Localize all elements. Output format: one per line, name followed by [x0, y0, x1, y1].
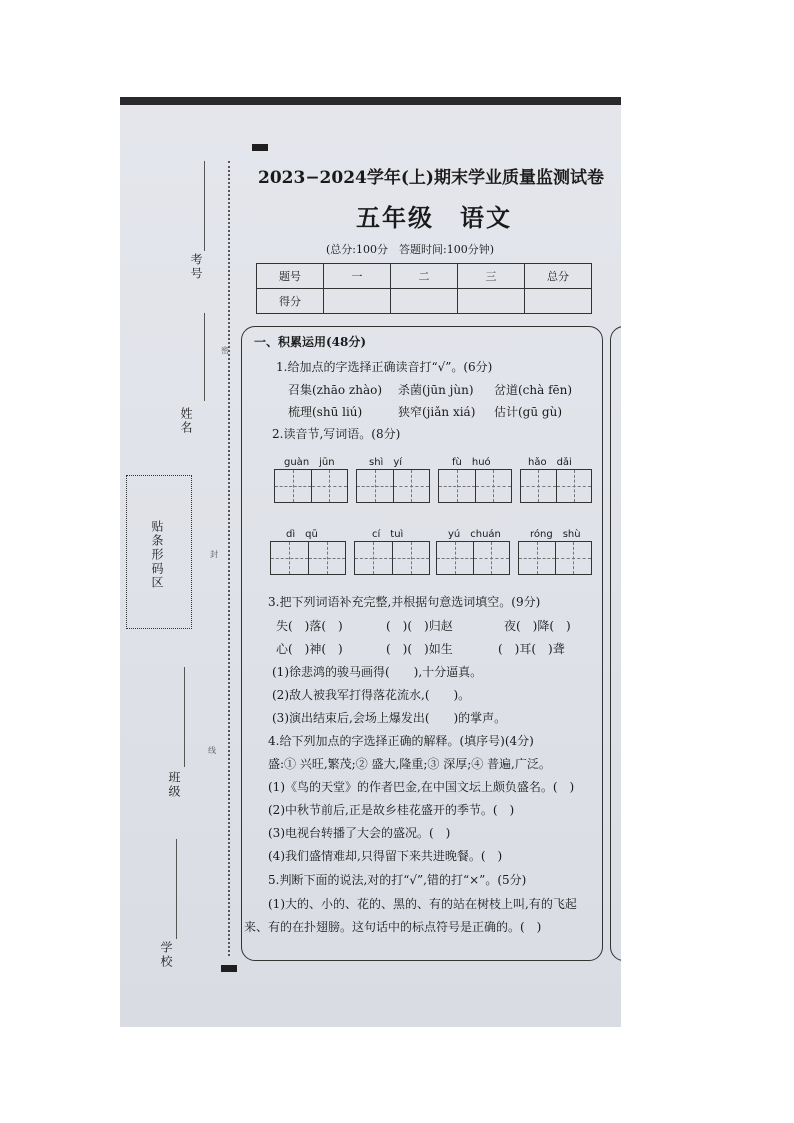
q2-answer-box[interactable] — [354, 541, 430, 575]
q2-pinyin: dì qū — [286, 529, 318, 540]
registration-mark-bottom — [221, 965, 237, 972]
q3-sentence: (1)徐悲鸿的骏马画得( ),十分逼真。 — [272, 665, 483, 679]
q2-stem: 2.读音节,写词语。(8分) — [272, 427, 401, 441]
score-cell: 一 — [324, 264, 391, 289]
q4-sentence: (1)《鸟的天堂》的作者巴金,在中国文坛上颇负盛名。( ) — [268, 780, 575, 794]
q2-pinyin: hǎo dǎi — [528, 457, 572, 468]
score-table-header-row — [257, 264, 592, 289]
q5-sentence-continued: 来、有的在扑翅膀。这句话中的标点符号是正确的。( ) — [244, 920, 542, 934]
section-1-heading: 一、积累运用(48分) — [254, 335, 367, 349]
score-cell: 总分 — [525, 264, 592, 289]
q1-stem: 1.给加点的字选择正确读音打“√”。(6分) — [276, 360, 493, 374]
q2-pinyin: fù huó — [452, 457, 491, 468]
class-line — [184, 667, 185, 767]
score-cell: 题号 — [257, 264, 324, 289]
registration-mark-top — [252, 144, 268, 151]
q3-word: 失( )落( ) — [276, 619, 343, 633]
name-label: 姓名 — [179, 407, 193, 435]
barcode-area — [126, 475, 192, 629]
next-page-frame — [610, 326, 621, 961]
q2-answer-box[interactable] — [436, 541, 510, 575]
exam-subtitle: 五年级 语文 — [356, 203, 512, 232]
q1-item: 岔道(chà fēn) — [494, 383, 573, 397]
exam-title: 2023−2024学年(上)期末学业质量监测试卷 — [258, 168, 604, 188]
q3-word: ( )( )归赵 — [386, 619, 453, 633]
exam-no-line — [204, 161, 205, 251]
q4-sentence: (2)中秋节前后,正是故乡桂花盛开的季节。( ) — [268, 803, 515, 817]
q2-pinyin: yú chuán — [448, 529, 501, 540]
cut-char-3: 线 — [208, 746, 216, 755]
q3-word: 夜( )降( ) — [504, 619, 571, 633]
q5-stem: 5.判断下面的说法,对的打“√”,错的打“×”。(5分) — [268, 873, 527, 887]
q3-sentence: (2)敌人被我军打得落花流水,( )。 — [272, 688, 471, 702]
q1-item: 狭窄(jiǎn xiá) — [398, 405, 476, 419]
q2-answer-box[interactable] — [520, 469, 592, 503]
cut-char-2: 封 — [210, 550, 218, 559]
q3-sentence: (3)演出结束后,会场上爆发出( )的掌声。 — [272, 711, 507, 725]
q1-item: 估计(gū gù) — [494, 405, 562, 419]
q2-answer-box[interactable] — [356, 469, 430, 503]
q2-answer-box[interactable] — [518, 541, 592, 575]
section-1-frame — [241, 326, 603, 961]
q2-pinyin: róng shù — [530, 529, 581, 540]
q2-pinyin: cí tuì — [372, 529, 404, 540]
q3-word: ( )( )如生 — [386, 642, 453, 656]
name-line — [204, 313, 205, 401]
q4-stem: 4.给下列加点的字选择正确的解释。(填序号)(4分) — [268, 734, 534, 748]
q4-sentence: (4)我们盛情难却,只得留下来共进晚餐。( ) — [268, 849, 503, 863]
q3-stem: 3.把下列词语补充完整,并根据句意选词填空。(9分) — [268, 595, 541, 609]
score-input-cell[interactable] — [458, 289, 525, 314]
score-table-score-row — [257, 289, 592, 314]
score-cell: 得分 — [257, 289, 324, 314]
exam-paper-photo — [120, 97, 621, 1027]
score-cell: 二 — [391, 264, 458, 289]
q3-word: ( )耳( )聋 — [498, 642, 565, 656]
score-input-cell[interactable] — [391, 289, 458, 314]
q4-sentence: (3)电视台转播了大会的盛况。( ) — [268, 826, 451, 840]
exam-info: (总分:100分 答题时间:100分钟) — [326, 243, 494, 256]
cut-char-1: 密 — [221, 346, 229, 355]
q2-answer-box[interactable] — [438, 469, 512, 503]
score-cell: 三 — [458, 264, 525, 289]
score-input-cell[interactable] — [525, 289, 592, 314]
q1-item: 梳理(shū liú) — [288, 405, 363, 419]
exam-no-label: 考号 — [189, 253, 203, 281]
class-label: 班级 — [167, 771, 181, 799]
cut-line — [228, 161, 230, 956]
q1-item: 召集(zhāo zhào) — [288, 383, 383, 397]
q4-definition: 盛:① 兴旺,繁茂;② 盛大,隆重;③ 深厚;④ 普遍,广泛。 — [268, 757, 551, 771]
q2-answer-box[interactable] — [274, 469, 348, 503]
school-line — [176, 839, 177, 939]
q5-sentence: (1)大的、小的、花的、黑的、有的站在树枝上叫,有的飞起 — [268, 897, 577, 911]
score-table — [256, 263, 592, 314]
q2-pinyin: shì yí — [369, 457, 403, 468]
q1-item: 杀菌(jūn jùn) — [398, 383, 474, 397]
q3-word: 心( )神( ) — [276, 642, 343, 656]
school-label: 学校 — [159, 941, 173, 969]
score-input-cell[interactable] — [324, 289, 391, 314]
q2-answer-box[interactable] — [270, 541, 346, 575]
barcode-label: 贴条形码区 — [150, 520, 164, 590]
q2-pinyin: guàn jūn — [284, 457, 335, 468]
photo-top-edge — [120, 97, 621, 105]
